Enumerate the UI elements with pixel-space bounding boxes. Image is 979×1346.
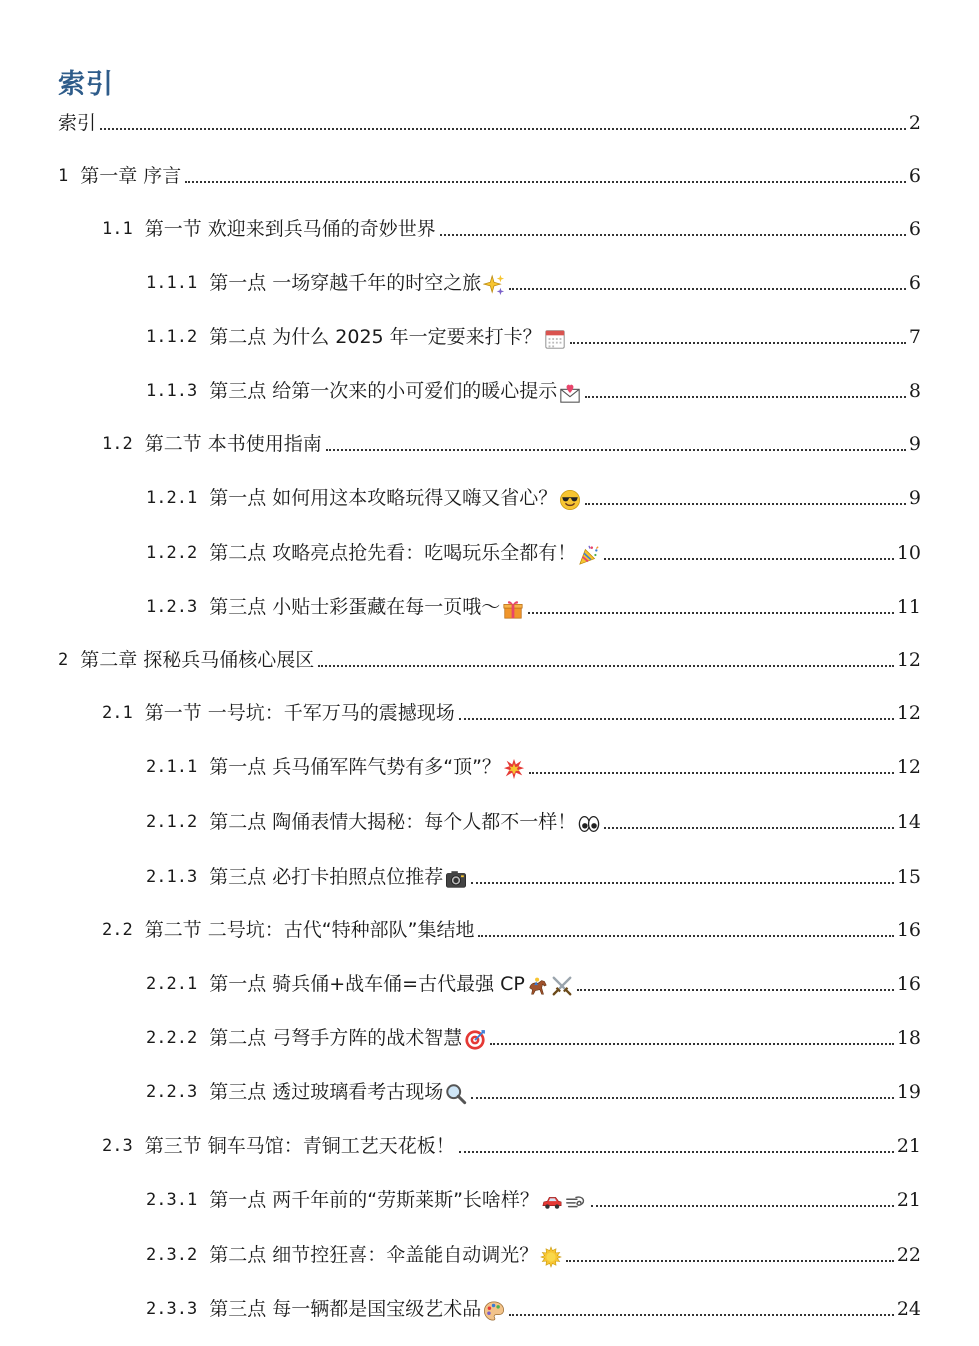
toc-entry[interactable] <box>102 700 921 726</box>
toc-leader <box>326 449 906 451</box>
target-icon <box>464 1029 486 1051</box>
toc-entry-title: 第二点 细节控狂喜：伞盖能自动调光？ <box>209 1244 539 1266</box>
toc-entry-number: 2.2.3 <box>146 1082 198 1102</box>
toc-leader <box>577 989 894 991</box>
toc-entry[interactable] <box>146 1025 921 1051</box>
toc-entry-page: 21 <box>896 1135 921 1157</box>
toc-entry[interactable] <box>146 754 921 780</box>
crossed-swords-icon <box>551 975 573 997</box>
dash-icon <box>565 1191 587 1213</box>
toc-leader <box>585 396 906 398</box>
toc-entry-page: 9 <box>908 433 921 455</box>
toc-entry-page: 12 <box>896 702 921 724</box>
toc-entry-page: 15 <box>896 866 921 888</box>
toc-entry-title: 第一节 欢迎来到兵马俑的奇妙世界 <box>144 218 436 240</box>
toc-entry-number: 1.1.3 <box>146 381 198 401</box>
toc-entry-title: 第三点 透过玻璃看考古现场 <box>209 1081 444 1103</box>
toc-leader <box>529 772 894 774</box>
toc-leader <box>100 128 906 130</box>
toc-entry-number: 2.3.3 <box>146 1299 198 1319</box>
toc-leader <box>509 1314 894 1316</box>
toc-entry-page: 9 <box>908 487 921 509</box>
toc-entry[interactable] <box>146 270 921 296</box>
toc-leader <box>570 342 906 344</box>
horse-racing-icon <box>527 975 549 997</box>
toc-entry-title: 第三点 必打卡拍照点位推荐 <box>209 866 444 888</box>
toc-entry-number: 1 <box>58 166 69 186</box>
toc-entry-number: 2.1.2 <box>146 812 198 832</box>
toc-entry-number: 1.2.2 <box>146 543 198 563</box>
toc-entry-page: 8 <box>908 380 921 402</box>
car-icon <box>541 1191 563 1213</box>
toc-entry-page: 24 <box>896 1298 921 1320</box>
toc-entry-title: 第一点 如何用这本攻略玩得又嗨又省心？ <box>209 487 558 509</box>
toc-entry[interactable] <box>58 647 921 673</box>
toc-entry-number: 2.2.1 <box>146 974 198 994</box>
toc-entry-number: 2.3.1 <box>146 1190 198 1210</box>
toc-entry-number: 2.1.1 <box>146 757 198 777</box>
toc-entry-title: 第一节 一号坑：千军万马的震撼现场 <box>144 702 455 724</box>
toc-leader <box>528 612 894 614</box>
sparkles-icon <box>483 274 505 296</box>
toc-entry-number: 1.2 <box>102 434 133 454</box>
toc-entry-number: 1.1.1 <box>146 273 198 293</box>
toc-entry-title: 第二节 二号坑：古代“特种部队”集结地 <box>144 919 475 941</box>
toc-entry[interactable] <box>146 864 921 890</box>
toc-leader <box>471 1097 894 1099</box>
toc-entry[interactable] <box>146 594 921 620</box>
toc-entry-title: 第二点 陶俑表情大揭秘：每个人都不一样！ <box>209 811 577 833</box>
toc-entry-number: 2.1.3 <box>146 867 198 887</box>
toc-entry[interactable] <box>102 216 921 242</box>
eyes-icon <box>578 813 600 835</box>
toc-entry[interactable] <box>102 917 921 943</box>
toc-entry-page: 12 <box>896 649 921 671</box>
toc-entry-page: 6 <box>908 165 921 187</box>
toc-entry[interactable] <box>146 809 921 835</box>
toc-entry-number: 2.1 <box>102 703 133 723</box>
toc-entry-number: 1.2.3 <box>146 597 198 617</box>
toc-entry-number: 2.3.2 <box>146 1245 198 1265</box>
toc-entry-page: 12 <box>896 756 921 778</box>
sun-icon <box>540 1246 562 1268</box>
toc-entry-page: 22 <box>896 1244 921 1266</box>
love-letter-icon <box>559 382 581 404</box>
toc-entry-title: 第三点 每一辆都是国宝级艺术品 <box>209 1298 482 1320</box>
toc-leader <box>604 827 894 829</box>
toc-leader <box>604 558 894 560</box>
toc-entry-title: 第三点 小贴士彩蛋藏在每一页哦～ <box>209 596 501 618</box>
palette-icon <box>483 1300 505 1322</box>
toc-entry[interactable] <box>146 1187 921 1213</box>
toc-leader <box>478 935 893 937</box>
toc-entry-title: 第一章 序言 <box>80 165 182 187</box>
toc-leader <box>509 288 906 290</box>
toc-entry[interactable] <box>58 110 921 136</box>
toc-leader <box>585 503 906 505</box>
gift-icon <box>502 598 524 620</box>
toc-entry-page: 2 <box>908 112 921 134</box>
magnifier-icon <box>445 1083 467 1105</box>
toc-entry[interactable] <box>146 1296 921 1322</box>
toc-entry-title: 第三节 铜车马馆：青铜工艺天花板！ <box>144 1135 455 1157</box>
toc-entry-title: 第二点 为什么 2025 年一定要来打卡？ <box>209 326 542 348</box>
toc-entry-page: 11 <box>896 596 921 618</box>
toc-entry-title: 第三点 给第一次来的小可爱们的暖心提示 <box>209 380 558 402</box>
toc-leader <box>459 1151 894 1153</box>
toc-entry[interactable] <box>146 378 921 404</box>
party-popper-icon <box>578 544 600 566</box>
toc-leader <box>459 718 894 720</box>
calendar-icon <box>544 328 566 350</box>
toc-entry-page: 6 <box>908 218 921 240</box>
toc-entry-page: 18 <box>896 1027 921 1049</box>
toc-leader <box>566 1260 894 1262</box>
toc-entry-page: 19 <box>896 1081 921 1103</box>
toc-entry-title: 第二点 弓弩手方阵的战术智慧 <box>209 1027 463 1049</box>
toc-entry-page: 10 <box>896 542 921 564</box>
toc-entry[interactable] <box>146 324 921 350</box>
toc-entry-title: 第一点 兵马俑军阵气势有多“顶”？ <box>209 756 501 778</box>
toc-entry-number: 1.2.1 <box>146 488 198 508</box>
toc-leader <box>440 234 906 236</box>
toc-leader <box>185 181 906 183</box>
toc-leader <box>591 1205 894 1207</box>
toc-entry-title: 第一点 两千年前的“劳斯莱斯”长啥样？ <box>209 1189 539 1211</box>
toc-entry[interactable] <box>146 540 921 566</box>
toc-entry-title: 第二点 攻略亮点抢先看：吃喝玩乐全都有！ <box>209 542 577 564</box>
toc-entry[interactable] <box>102 1133 921 1159</box>
toc-entry[interactable] <box>58 163 921 189</box>
toc-leader <box>490 1043 894 1045</box>
toc-entry[interactable] <box>146 1242 921 1268</box>
collision-icon <box>503 758 525 780</box>
toc-leader <box>471 882 894 884</box>
toc-entry-page: 6 <box>908 272 921 294</box>
toc-entry-number: 2.2.2 <box>146 1028 198 1048</box>
toc-entry-title: 第二节 本书使用指南 <box>144 433 322 455</box>
toc-entry[interactable] <box>146 971 921 997</box>
cool-face-icon <box>559 489 581 511</box>
toc-entry-title: 第一点 一场穿越千年的时空之旅 <box>209 272 482 294</box>
toc-entry-number: 1.1.2 <box>146 327 198 347</box>
toc-entry-page: 16 <box>896 919 921 941</box>
toc-entry-title: 第一点 骑兵俑+战车俑=古代最强 CP <box>209 973 525 995</box>
toc-entry[interactable] <box>102 431 921 457</box>
toc-entry-title: 第二章 探秘兵马俑核心展区 <box>80 649 315 671</box>
camera-icon <box>445 868 467 890</box>
toc-heading: 索引 <box>58 69 114 100</box>
toc-entry-page: 21 <box>896 1189 921 1211</box>
toc-entry-number: 1.1 <box>102 219 133 239</box>
toc-entry-number: 2.2 <box>102 920 133 940</box>
toc-leader <box>318 665 894 667</box>
toc-entry-page: 16 <box>896 973 921 995</box>
toc-entry-number: 2 <box>58 650 69 670</box>
toc-entry-title: 索引 <box>58 112 97 134</box>
toc-entry[interactable] <box>146 1079 921 1105</box>
toc-entry-page: 7 <box>908 326 921 348</box>
toc-entry[interactable] <box>146 485 921 511</box>
toc-entry-page: 14 <box>896 811 921 833</box>
toc-entry-number: 2.3 <box>102 1136 133 1156</box>
